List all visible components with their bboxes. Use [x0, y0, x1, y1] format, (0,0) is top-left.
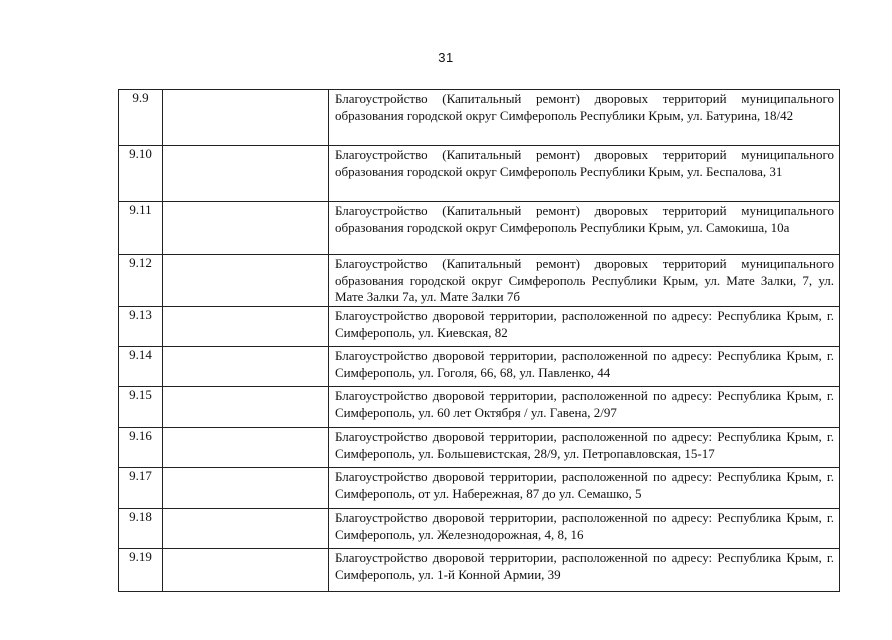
- row-description: Благоустройство дворовой территории, расположенной по адресу: Республика Крым, г. Симферополь, ул. Железнодорожная, 4, 8, 16: [329, 509, 840, 549]
- row-number: 9.9: [119, 90, 163, 146]
- table-row: [119, 428, 840, 468]
- row-description: Благоустройство (Капитальный ремонт) дворовых территорий муниципального образования городской округ Симферополь Республики Крым, ул. Самокиша, 10а: [329, 202, 840, 255]
- table-row: [119, 347, 840, 387]
- row-description: Благоустройство (Капитальный ремонт) дворовых территорий муниципального образования городской округ Симферополь Республики Крым, ул. Мате Залки, 7, ул. Мате Залки 7а, ул. Мате Залки 7б: [329, 255, 840, 307]
- row-number: 9.11: [119, 202, 163, 255]
- row-number: 9.10: [119, 146, 163, 202]
- empty-cell: [163, 347, 329, 387]
- table-row: [119, 90, 840, 146]
- row-number: 9.19: [119, 549, 163, 592]
- empty-cell: [163, 202, 329, 255]
- empty-cell: [163, 255, 329, 307]
- row-number: 9.13: [119, 307, 163, 347]
- table-row: [119, 387, 840, 428]
- table-row: [119, 549, 840, 592]
- row-number: 9.14: [119, 347, 163, 387]
- empty-cell: [163, 387, 329, 428]
- row-description: Благоустройство (Капитальный ремонт) дворовых территорий муниципального образования городской округ Симферополь Республики Крым, ул. Батурина, 18/42: [329, 90, 840, 146]
- row-description: Благоустройство дворовой территории, расположенной по адресу: Республика Крым, г. Симферополь, ул. Гоголя, 66, 68, ул. Павленко, 44: [329, 347, 840, 387]
- row-description: Благоустройство дворовой территории, расположенной по адресу: Республика Крым, г. Симферополь, ул. Большевистская, 28/9, ул. Петропавловская, 15-17: [329, 428, 840, 468]
- table-row: [119, 255, 840, 307]
- row-description: Благоустройство дворовой территории, расположенной по адресу: Республика Крым, г. Симферополь, ул. 1-й Конной Армии, 39: [329, 549, 840, 592]
- page-number: 31: [438, 50, 454, 65]
- table-row: [119, 307, 840, 347]
- table-row: [119, 468, 840, 509]
- empty-cell: [163, 307, 329, 347]
- row-description: Благоустройство дворовой территории, расположенной по адресу: Республика Крым, г. Симферополь, от ул. Набережная, 87 до ул. Семашко, 5: [329, 468, 840, 509]
- table-row: [119, 202, 840, 255]
- empty-cell: [163, 509, 329, 549]
- empty-cell: [163, 146, 329, 202]
- row-number: 9.15: [119, 387, 163, 428]
- row-description: Благоустройство дворовой территории, расположенной по адресу: Республика Крым, г. Симферополь, ул. Киевская, 82: [329, 307, 840, 347]
- table-row: [119, 509, 840, 549]
- row-description: Благоустройство дворовой территории, расположенной по адресу: Республика Крым, г. Симферополь, ул. 60 лет Октября / ул. Гавена, 2/97: [329, 387, 840, 428]
- document-table: [118, 89, 840, 592]
- empty-cell: [163, 428, 329, 468]
- table-row: [119, 146, 840, 202]
- row-number: 9.12: [119, 255, 163, 307]
- empty-cell: [163, 549, 329, 592]
- empty-cell: [163, 90, 329, 146]
- row-number: 9.17: [119, 468, 163, 509]
- row-description: Благоустройство (Капитальный ремонт) дворовых территорий муниципального образования городской округ Симферополь Республики Крым, ул. Беспалова, 31: [329, 146, 840, 202]
- empty-cell: [163, 468, 329, 509]
- row-number: 9.16: [119, 428, 163, 468]
- row-number: 9.18: [119, 509, 163, 549]
